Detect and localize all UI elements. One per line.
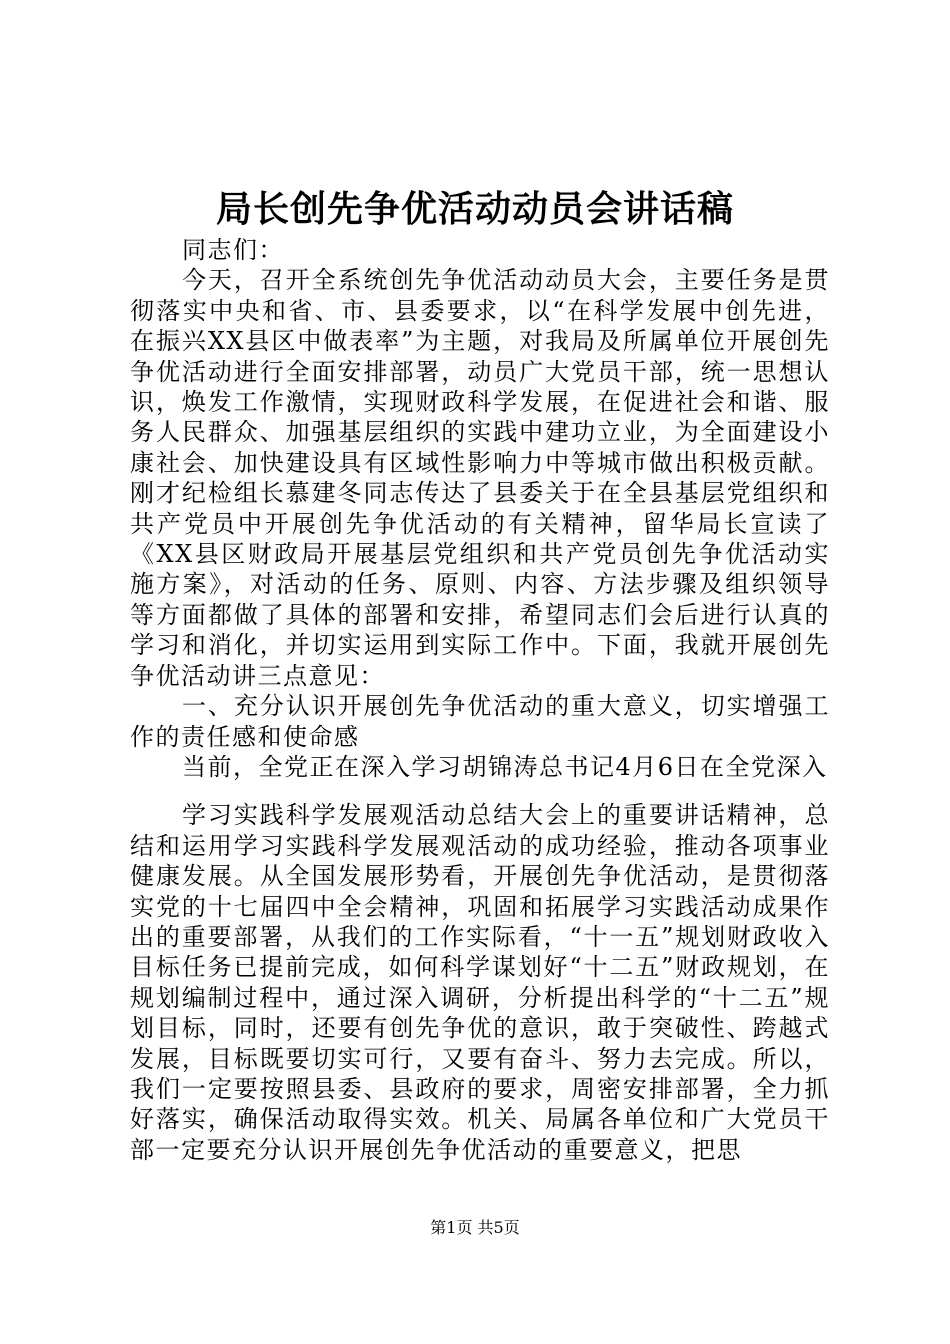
salutation-paragraph: 同志们： <box>182 236 284 264</box>
page-number-footer: 第1页 共5页 <box>430 1218 520 1237</box>
section-heading-1: 一、充分认识开展创先争优活动的重大意义，切实增强工作的责任感和使命感 <box>130 692 830 751</box>
document-body <box>130 235 830 1165</box>
document-title: 局长创先争优活动动员会讲话稿 <box>215 188 734 230</box>
paragraph-current-situation: 当前，全党正在深入学习胡锦涛总书记4月6日在全党深入 <box>182 752 828 781</box>
paragraph-study-practice: 学习实践科学发展观活动总结大会上的重要讲话精神，总结和运用学习实践科学发展观活动的成功经验，推动各项事业健康发展。从全国发展形势看，开展创先争优活动，是贯彻落实党的十七届四中全会精神，巩固和拓展学习实践活动成果作出的重要部署，从我们的工作实际看，“十一五”规划财政收入目标任务已提前完成，如何科学谋划好“十二五”财政规划，在规划编制过程中，通过深入调研，分析提出科学的“十二五”规划目标，同时，还要有创先争优的意识，敢于突破性、跨越式发展，目标既要切实可行，又要有奋斗、努力去完成。所以，我们一定要按照县委、县政府的要求，周密安排部署，全力抓好落实，确保活动取得实效。机关、局属各单位和广大党员干部一定要充分认识开展创先争优活动的重要意义，把思 <box>130 801 830 1164</box>
intro-paragraph: 今天，召开全系统创先争优活动动员大会，主要任务是贯彻落实中央和省、市、县委要求，以“在科学发展中创先进，在振兴XX县区中做表率”为主题，对我局及所属单位开展创先争优活动进行全面安排部署，动员广大党员干部，统一思想认识，焕发工作激情，实现财政科学发展，在促进社会和谐、服务人民群众、加强基层组织的实践中建功立业，为全面建设小康社会、加快建设具有区域性影响力中等城市做出积极贡献。刚才纪检组长慕建冬同志传达了县委关于在全县基层党组织和共产党员中开展创先争优活动的有关精神，留华局长宣读了《XX县区财政局开展基层党组织和共产党员创先争优活动实施方案》，对活动的任务、原则、内容、方法步骤及组织领导等方面都做了具体的部署和安排，希望同志们会后进行认真的学习和消化，并切实运用到实际工作中。下面，我就开展创先争优活动讲三点意见： <box>130 266 830 690</box>
